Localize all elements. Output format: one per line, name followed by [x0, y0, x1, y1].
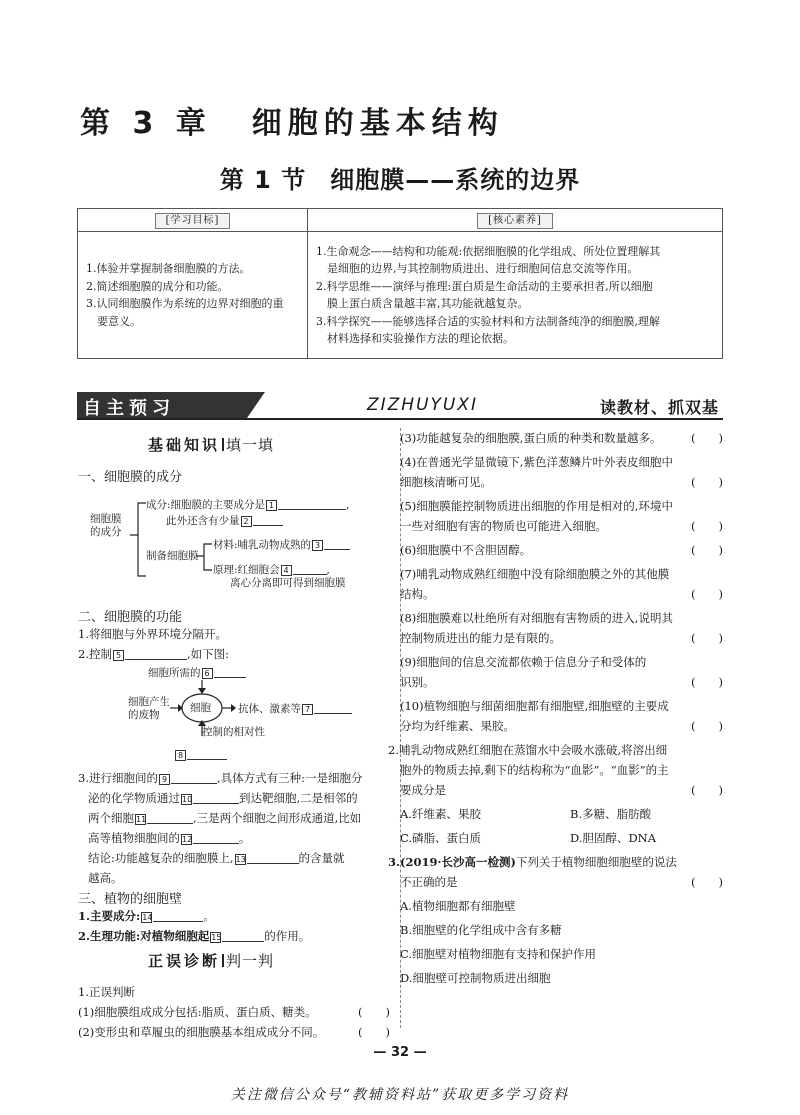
chapter-heading [80, 98, 504, 142]
principle-line-2: 离心分离即可得到细胞膜 [230, 577, 346, 589]
function-3-line3: 两个细胞 11 ,三是两个细胞之间形成通道,比如 [88, 811, 362, 825]
judgment-4b: 细胞核清晰可见。 ( ) [400, 475, 723, 489]
judgment-7a: (7)哺乳动物成熟红细胞中没有除细胞膜之外的其他膜 [400, 567, 670, 581]
conclusion-line2: 越高。 [88, 871, 123, 885]
wall-2: 2.生理功能:对植物细胞起 15 的作用。 [78, 929, 311, 943]
option-a[interactable]: A.植物细胞都有细胞壁 [400, 899, 516, 913]
goals-table [77, 208, 723, 359]
subheading-composition: 一、细胞膜的成分 [78, 470, 183, 485]
option-d[interactable]: D.胆固醇、DNA [570, 831, 657, 845]
judgment-5a: (5)细胞膜能控制物质进出细胞的作用是相对的,环境中 [400, 499, 673, 513]
function-3-line2: 泌的化学物质通过 10 到达靶细胞,二是相邻的 [88, 791, 358, 805]
judgment-8b: 控制物质进出的能力是有限的。 ( ) [400, 631, 723, 645]
judgment-10a: (10)植物细胞与细菌细胞都有细胞壁,细胞壁的主要成 [400, 699, 669, 713]
judgment-6: (6)细胞膜中不含胆固醇。 ( ) [400, 543, 723, 557]
judgment-7b: 结构。 ( ) [400, 587, 723, 601]
option-d[interactable]: D.细胞壁可控制物质进出细胞 [400, 971, 551, 985]
goal-item: 要意义。 [86, 314, 141, 328]
composition-line-2: 此外还含有少量 2 [166, 514, 283, 528]
chapter-label: 第 3 章 [80, 106, 212, 141]
brace-prep [194, 540, 214, 580]
function-1: 1.将细胞与外界环境分隔开。 [78, 627, 227, 641]
question-2b: 胞外的物质去掉,剩下的结构称为“血影”。“血影”的主 [400, 763, 669, 777]
center-label: 细胞 [190, 702, 211, 714]
material-line: 材料:哺乳动物成熟的 3 [213, 538, 350, 552]
principle-line: 原理:红细胞会 4 , [213, 564, 330, 576]
question-3b: 不正确的是 ( ) [400, 875, 723, 889]
judgment-title: 1.正误判断 [78, 985, 135, 999]
banner-slogan: 读教材、抓双基 [599, 398, 719, 417]
judgment-3: (3)功能越复杂的细胞膜,蛋白质的种类和数量越多。 ( ) [400, 431, 723, 445]
option-b[interactable]: B.细胞壁的化学组成中含有多糖 [400, 923, 562, 937]
judgment-9b: 识别。 ( ) [400, 675, 723, 689]
antibody-label: 抗体、激素等 7 [238, 702, 352, 716]
judgment-5b: 一些对细胞有害的物质也可能进入细胞。 ( ) [400, 519, 723, 533]
diagram-root: 细胞膜 的成分 [90, 513, 122, 538]
goal-item: 3.认同细胞膜作为系统的边界对细胞的重 [86, 297, 284, 310]
banner-pinyin: ZIZHUYUXI [367, 395, 479, 415]
learning-goals-cell [78, 232, 308, 359]
blank-8: 8 [174, 748, 227, 762]
subheading-function: 二、细胞膜的功能 [78, 610, 183, 625]
function-3-line1: 3.进行细胞间的 9 ,具体方式有三种:一是细胞分 [78, 771, 363, 785]
core-literacy-cell [308, 232, 723, 359]
function-3-line4: 高等植物细胞间的 12 。 [88, 831, 251, 845]
section-label: 第 1 节 [219, 166, 307, 194]
literacy-item: 3.科学探究——能够选择合适的实验材料和方法制备纯净的细胞膜,理解 [316, 314, 660, 328]
section-title: 细胞膜——系统的边界 [330, 166, 581, 194]
zhengwu-heading: 正误诊断 判一判 [148, 952, 275, 970]
question-3a: 3.(2019·长沙高一检测)下列关于植物细胞细胞壁的说法 [388, 855, 677, 869]
judgment-2: (2)变形虫和草履虫的细胞膜基本组成成分不同。 ( ) [78, 1022, 390, 1042]
question-2-options-1 [400, 804, 723, 824]
footer-note: 关注微信公众号“教辅资料站”获取更多学习资料 [230, 1087, 570, 1103]
jichu-heading: 基础知识 填一填 [148, 436, 275, 454]
literacy-item: 材料选择和实验操作方法的理论依据。 [316, 332, 514, 345]
judgment-8a: (8)细胞膜难以杜绝所有对细胞有害物质的进入,说明其 [400, 611, 673, 625]
page-number: — 32 — [373, 1045, 427, 1060]
brace-main [128, 500, 148, 580]
judgment-10b: 分均为纤维素、果胶。 ( ) [400, 719, 723, 733]
judgment-9a: (9)细胞间的信息交流都依赖于信息分子和受体的 [400, 655, 647, 669]
chapter-title: 细胞的基本结构 [251, 106, 504, 141]
literacy-item: 是细胞的边界,与其控制物质进出、进行细胞间信息交流等作用。 [316, 262, 639, 275]
goal-item: 2.简述细胞膜的成分和功能。 [86, 279, 229, 293]
preparation-label: 制备细胞膜 [146, 550, 199, 562]
function-2: 2.控制 5 ,如下图: [78, 647, 230, 661]
needed-label: 细胞所需的 6 [148, 666, 246, 680]
literacy-item: 1.生命观念——结构和功能观:依据细胞膜的化学组成、所处位置理解其 [316, 244, 661, 258]
banner-title: 自主预习 [83, 398, 175, 419]
answer-paren: ( ) [358, 1005, 390, 1019]
option-c[interactable]: C.细胞壁对植物细胞有支持和保护作用 [400, 947, 597, 961]
conclusion-line1: 结论:功能越复杂的细胞膜上, 13 的含量就 [88, 851, 345, 865]
goal-item: 1.体验并掌握制备细胞膜的方法。 [86, 262, 251, 275]
answer-paren: ( ) [358, 1025, 390, 1039]
waste-label: 细胞产生 的废物 [128, 696, 170, 721]
option-a[interactable]: A.纤维素、果胶 [400, 807, 481, 821]
learning-goals-header: [学习目标] [155, 213, 231, 229]
section-heading [0, 160, 800, 195]
question-2c: 要成分是 ( ) [400, 783, 723, 797]
literacy-item: 2.科学思维——演绎与推理:蛋白质是生命活动的主要承担者,所以细胞 [316, 279, 653, 293]
composition-line: 成分:细胞膜的主要成分是 1 , [146, 499, 350, 511]
core-literacy-header: [核心素养] [477, 213, 553, 229]
relative-label: 控制的相对性 [202, 726, 265, 738]
right-column [388, 428, 723, 988]
question-2a: 2.哺乳动物成熟红细胞在蒸馏水中会吸水涨破,将溶出细 [388, 743, 668, 757]
option-b[interactable]: B.多糖、脂肪酸 [570, 807, 652, 821]
wall-1: 1.主要成分: 14 。 [78, 909, 215, 923]
literacy-item: 膜上蛋白质含量越丰富,其功能就越复杂。 [316, 297, 529, 310]
option-c[interactable]: C.磷脂、蛋白质 [400, 831, 482, 845]
question-2-options-2 [400, 828, 723, 848]
judgment-4a: (4)在普通光学显微镜下,紫色洋葱鳞片叶外表皮细胞中 [400, 455, 673, 469]
subheading-cell-wall: 三、植物的细胞壁 [78, 892, 183, 907]
judgment-1: (1)细胞膜组成成分包括:脂质、蛋白质、糖类。 ( ) [78, 1002, 390, 1022]
section-banner [77, 392, 723, 420]
